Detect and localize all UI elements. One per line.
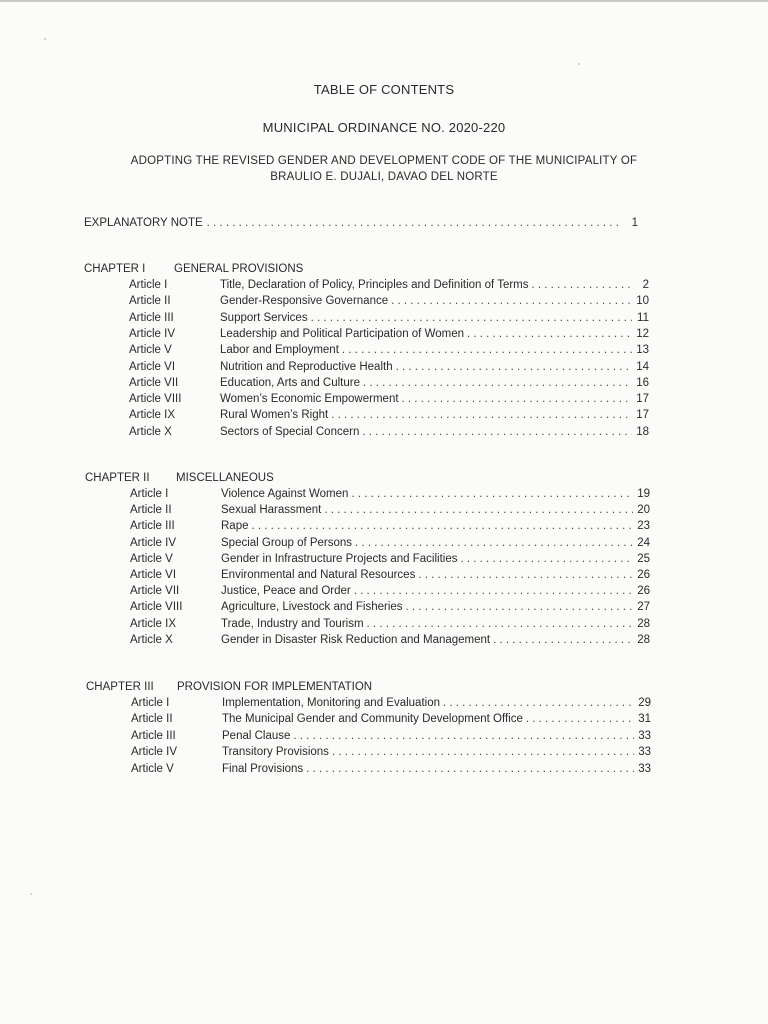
- article-entry: [220, 377, 649, 389]
- article-page-number: 28: [637, 617, 650, 630]
- article-page-number: 33: [638, 762, 651, 775]
- article-label: Article II: [130, 504, 172, 517]
- toc-article-entry[interactable]: [130, 553, 650, 569]
- article-title: Sectors of Special Concern: [220, 425, 360, 438]
- article-title: Support Services: [220, 311, 308, 324]
- article-title: Rape: [221, 520, 249, 533]
- toc-article-entry[interactable]: [130, 585, 650, 601]
- article-label: Article IV: [131, 746, 178, 759]
- subtitle-line-2: BRAULIO E. DUJALI, DAVAO DEL NORTE: [270, 171, 498, 183]
- article-page-number: 26: [637, 569, 650, 581]
- article-title: Nutrition and Reproductive Health: [220, 360, 393, 373]
- article-page-number: 19: [637, 488, 650, 500]
- article-title: Violence Against Women: [221, 488, 349, 500]
- toc-article-entry[interactable]: [130, 504, 650, 520]
- ordinance-number: MUNICIPAL ORDINANCE NO. 2020-220: [262, 120, 506, 135]
- article-entry: [221, 634, 650, 646]
- article-title: Gender in Infrastructure Projects and Facilities: [221, 552, 458, 565]
- chapter-heading[interactable]: [86, 681, 373, 693]
- toc-article-entry[interactable]: [131, 713, 651, 729]
- dot-leader: [391, 295, 632, 307]
- article-entry: [222, 713, 651, 725]
- chapter-number: CHAPTER I: [84, 263, 146, 275]
- toc-article-entry[interactable]: [129, 295, 649, 311]
- article-page-number: 10: [636, 295, 649, 308]
- dot-leader: [363, 377, 632, 389]
- article-title: Implementation, Monitoring and Evaluation: [222, 697, 440, 709]
- article-label: Article V: [129, 344, 172, 357]
- article-title: Agriculture, Livestock and Fisheries: [221, 601, 403, 614]
- toc-article-entry[interactable]: [129, 426, 649, 442]
- article-page-number: 14: [636, 360, 649, 373]
- chapter-number: CHAPTER III: [86, 681, 154, 693]
- article-label: Article VI: [130, 569, 177, 581]
- article-label: Article V: [130, 552, 173, 565]
- article-title: Justice, Peace and Order: [221, 585, 351, 598]
- dot-leader: [367, 618, 633, 630]
- article-entry: [221, 504, 650, 516]
- dot-leader: [342, 344, 632, 356]
- dot-leader: [532, 279, 632, 291]
- subtitle-line-1: ADOPTING THE REVISED GENDER AND DEVELOPMENT CODE OF THE MUNICIPALITY OF: [130, 155, 638, 167]
- toc-article-entry[interactable]: [129, 361, 649, 377]
- dot-leader: [207, 217, 620, 229]
- toc-title: TABLE OF CONTENTS: [313, 82, 455, 97]
- article-entry: [221, 618, 650, 630]
- toc-article-entry[interactable]: [130, 569, 650, 585]
- toc-article-entry[interactable]: [129, 312, 649, 328]
- dot-leader: [443, 697, 634, 709]
- article-entry: [222, 730, 651, 742]
- article-page-number: 25: [637, 552, 650, 565]
- article-entry: [220, 344, 649, 356]
- article-title: Final Provisions: [222, 762, 304, 775]
- toc-article-entry[interactable]: [129, 409, 649, 425]
- article-title: Sexual Harassment: [221, 504, 322, 517]
- article-title: Trade, Industry and Tourism: [221, 617, 364, 630]
- dot-leader: [493, 634, 633, 646]
- toc-article-entry[interactable]: [131, 763, 651, 779]
- article-title: Gender-Responsive Governance: [220, 295, 389, 308]
- article-title: Penal Clause: [222, 729, 291, 742]
- toc-article-entry[interactable]: [129, 279, 649, 295]
- article-entry: [220, 426, 649, 438]
- article-page-number: 26: [637, 585, 650, 598]
- article-page-number: 28: [637, 633, 650, 646]
- toc-article-entry[interactable]: [131, 697, 651, 713]
- toc-article-entry[interactable]: [130, 520, 650, 536]
- dot-leader: [306, 763, 634, 775]
- chapter-heading[interactable]: [84, 263, 304, 275]
- article-entry: [222, 697, 651, 709]
- article-title: Transitory Provisions: [222, 746, 329, 759]
- toc-article-entry[interactable]: [130, 488, 650, 504]
- dot-leader: [526, 713, 634, 725]
- dot-leader: [311, 312, 632, 324]
- chapter-title: PROVISION FOR IMPLEMENTATION: [177, 681, 373, 693]
- article-entry: [220, 361, 649, 373]
- article-label: Article I: [129, 279, 168, 291]
- chapter-title: GENERAL PROVISIONS: [174, 263, 304, 275]
- toc-article-entry[interactable]: [130, 618, 650, 634]
- dot-leader: [362, 426, 632, 438]
- article-label: Article IX: [129, 409, 176, 422]
- article-title: Environmental and Natural Resources: [221, 569, 416, 581]
- article-label: Article III: [129, 311, 174, 324]
- ordinance-subtitle: [0, 153, 768, 185]
- chapter-heading[interactable]: [85, 472, 274, 484]
- article-entry: [221, 488, 650, 500]
- chapter-number: CHAPTER II: [85, 472, 150, 484]
- dot-leader: [355, 537, 633, 549]
- article-title: Title, Declaration of Policy, Principles and Definition of Terms: [220, 279, 529, 291]
- scan-speck: [578, 63, 580, 65]
- article-entry: [221, 569, 650, 581]
- article-title: Labor and Employment: [220, 344, 339, 357]
- article-page-number: 2: [642, 279, 649, 291]
- article-title: Education, Arts and Culture: [220, 376, 360, 389]
- article-title: The Municipal Gender and Community Development Office: [222, 713, 523, 726]
- article-label: Article III: [130, 520, 175, 533]
- toc-article-entry[interactable]: [131, 730, 651, 746]
- dot-leader: [332, 746, 634, 758]
- article-label: Article VII: [130, 585, 180, 598]
- article-title: Gender in Disaster Risk Reduction and Management: [221, 633, 491, 646]
- dot-leader: [351, 488, 633, 500]
- dot-leader: [293, 730, 634, 742]
- article-title: Leadership and Political Participation of Women: [220, 327, 464, 340]
- article-page-number: 33: [638, 746, 651, 759]
- article-entry: [220, 393, 649, 405]
- toc-article-entry[interactable]: [129, 328, 649, 344]
- scan-edge-line: [0, 0, 768, 2]
- article-title: Women’s Economic Empowerment: [220, 393, 399, 406]
- dot-leader: [402, 393, 632, 405]
- scan-speck: [30, 893, 32, 895]
- toc-article-entry[interactable]: [130, 537, 650, 553]
- dot-leader: [396, 361, 632, 373]
- article-label: Article VI: [129, 360, 176, 373]
- article-entry: [221, 585, 650, 597]
- dot-leader: [467, 328, 632, 340]
- article-page-number: 17: [636, 409, 649, 422]
- article-entry: [222, 746, 651, 758]
- article-page-number: 12: [636, 327, 649, 340]
- article-label: Article X: [130, 633, 173, 646]
- dot-leader: [354, 585, 633, 597]
- article-page-number: 17: [636, 393, 649, 406]
- article-label: Article VIII: [129, 393, 182, 406]
- article-label: Article III: [131, 729, 176, 742]
- article-label: Article I: [130, 488, 169, 500]
- toc-article-entry[interactable]: [131, 746, 651, 762]
- article-entry: [220, 295, 649, 307]
- article-title: Rural Women’s Right: [220, 409, 329, 422]
- entry-page-number: 1: [631, 217, 638, 229]
- article-title: Special Group of Persons: [221, 536, 353, 549]
- article-label: Article II: [131, 713, 173, 726]
- article-entry: [221, 601, 650, 613]
- article-label: Article VII: [129, 376, 179, 389]
- entry-title: EXPLANATORY NOTE: [84, 217, 203, 229]
- dot-leader: [252, 520, 634, 532]
- article-page-number: 18: [636, 425, 649, 438]
- article-page-number: 33: [638, 729, 651, 742]
- article-label: Article I: [131, 697, 170, 709]
- dot-leader: [461, 553, 634, 565]
- toc-article-entry[interactable]: [129, 393, 649, 409]
- toc-article-entry[interactable]: [130, 634, 650, 650]
- toc-article-entry[interactable]: [129, 344, 649, 360]
- toc-article-entry[interactable]: [129, 377, 649, 393]
- article-entry: [221, 553, 650, 565]
- article-page-number: 11: [637, 311, 649, 324]
- article-entry: [220, 328, 649, 340]
- article-page-number: 23: [637, 520, 650, 533]
- article-page-number: 31: [638, 713, 651, 726]
- article-page-number: 29: [638, 697, 651, 709]
- article-entry: [220, 279, 649, 291]
- article-entry: [220, 409, 649, 421]
- article-label: Article IV: [129, 327, 176, 340]
- chapter-title: MISCELLANEOUS: [176, 472, 274, 484]
- explanatory-note-entry[interactable]: [84, 217, 638, 232]
- article-label: Article VIII: [130, 601, 183, 614]
- scan-speck: [44, 38, 46, 40]
- article-entry: [222, 763, 651, 775]
- article-label: Article IV: [130, 536, 177, 549]
- dot-leader: [331, 409, 632, 421]
- article-entry: [221, 537, 650, 549]
- article-page-number: 27: [637, 601, 650, 614]
- article-page-number: 20: [637, 504, 650, 517]
- dot-leader: [418, 569, 633, 581]
- toc-article-entry[interactable]: [130, 601, 650, 617]
- article-page-number: 24: [637, 536, 650, 549]
- article-label: Article II: [129, 295, 171, 308]
- article-label: Article V: [131, 762, 174, 775]
- article-label: Article X: [129, 425, 172, 438]
- article-entry: [220, 312, 649, 324]
- dot-leader: [324, 504, 633, 516]
- dot-leader: [406, 601, 633, 613]
- article-entry: [221, 520, 650, 532]
- article-page-number: 13: [636, 344, 649, 357]
- article-label: Article IX: [130, 617, 177, 630]
- article-page-number: 16: [636, 376, 649, 389]
